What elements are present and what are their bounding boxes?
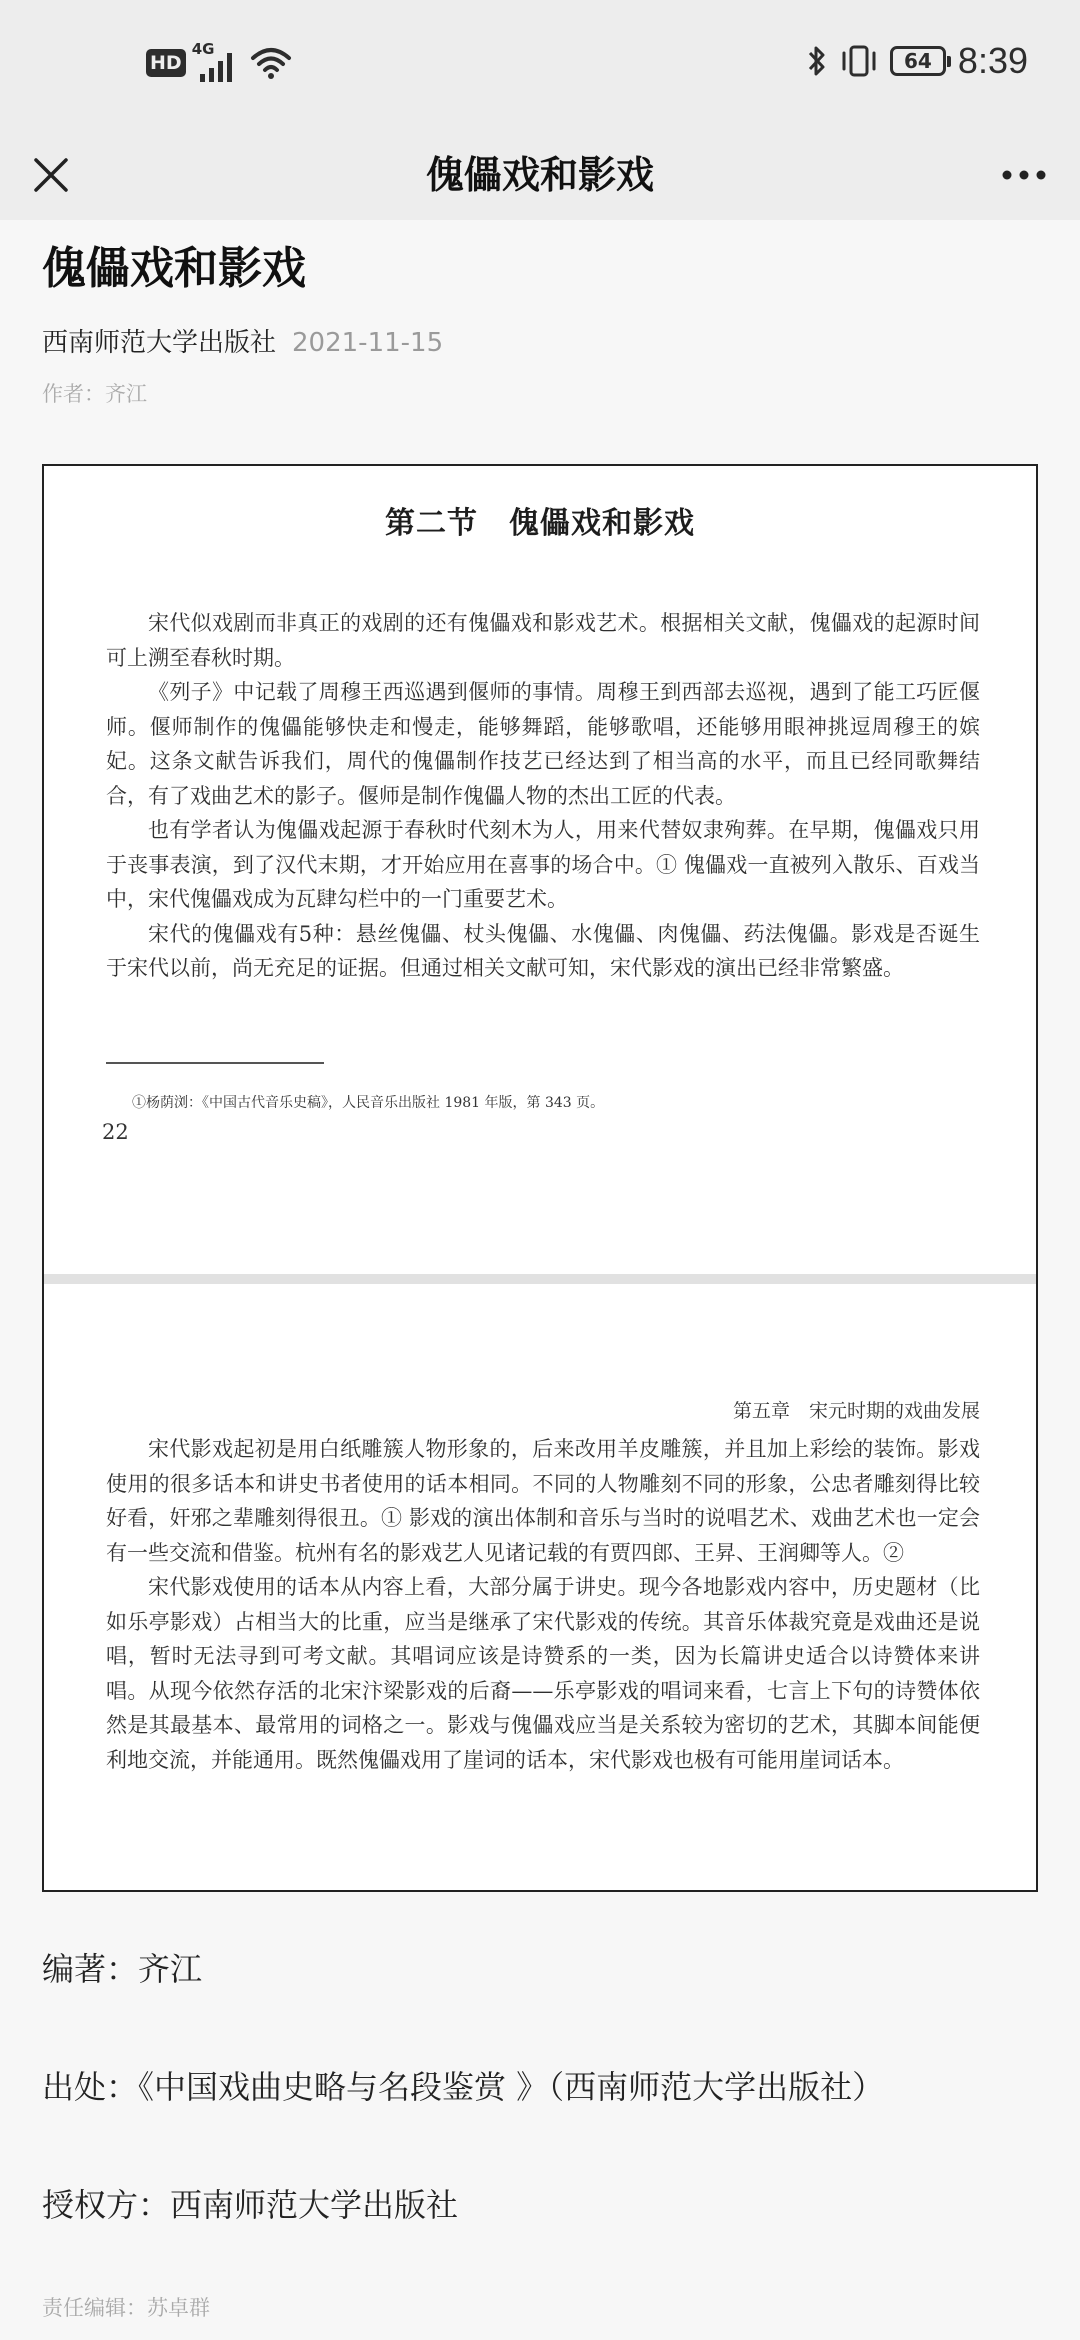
footnote-rule [106,1062,324,1064]
document-image[interactable] [42,464,1038,1892]
compiler-line: 编著：齐江 [42,1950,203,1988]
network-type-label: 4G [191,40,215,58]
close-icon [33,157,69,193]
chapter-running-head: 第五章 宋元时期的戏曲发展 [732,1400,980,1422]
battery-icon [890,46,946,76]
paragraph: 也有学者认为傀儡戏起源于春秋时代刻木为人，用来代替奴隶殉葬。在早期，傀儡戏只用于丧事表演，到了汉代末期，才开始应用在喜事的场合中。① 傀儡戏一直被列入散乐、百戏当中，宋代傀儡戏成为瓦肆勾栏中的一门重要艺术。 [106,818,980,911]
footnote: ①杨荫浏：《中国古代音乐史稿》，人民音乐出版社 1981 年版，第 343 页。 [132,1095,605,1111]
nav-bar [0,130,1080,220]
paragraph: 宋代影戏起初是用白纸雕簇人物形象的，后来改用羊皮雕簇，并且加上彩绘的装饰。影戏使用的很多话本和讲史书者使用的话本相同。不同的人物雕刻不同的形象，公忠者雕刻得比较好看，奸邪之辈雕刻得很丑。① 影戏的演出体制和音乐与当时的说唱艺术、戏曲艺术也一定会有一些交流和借鉴。杭州有名的影戏艺人见诸记载的有贾四郎、王昇、王润卿等人。② [106,1437,980,1565]
more-icon [1001,169,1047,181]
editor-line: 责任编辑：苏卓群 [42,2296,210,2320]
page-number: 22 [102,1120,129,1144]
bluetooth-icon [806,43,828,79]
signal-bars-icon [198,52,236,82]
battery-level: 64 [904,49,932,73]
article-title: 傀儡戏和影戏 [42,243,306,294]
nav-title: 傀儡戏和影戏 [425,153,654,197]
paragraph: 宋代的傀儡戏有5种：悬丝傀儡、杖头傀儡、水傀儡、肉傀儡、药法傀儡。影戏是否诞生于宋代以前，尚无充足的证据。但通过相关文献可知，宋代影戏的演出已经非常繁盛。 [106,921,980,980]
paragraph: 《列子》中记载了周穆王西巡遇到偃师的事情。周穆王到西部去巡视，遇到了能工巧匠偃师。偃师制作的傀儡能够快走和慢走，能够舞蹈，能够歌唱，还能够用眼神挑逗周穆王的嫔妃。这条文献告诉我们，周代的傀儡制作技艺已经达到了相当高的水平，而且已经同歌舞结合，有了戏曲艺术的影子。偃师是制作傀儡人物的杰出工匠的代表。 [106,680,980,808]
wifi-icon [250,46,292,80]
author-line: 作者：齐江 [42,382,147,406]
section-heading: 第二节 傀儡戏和影戏 [385,506,695,541]
publisher-link[interactable]: 西南师范大学出版社 [42,328,277,358]
vibrate-icon [838,43,880,79]
page-2-body [106,1432,980,1777]
more-button[interactable] [994,148,1054,202]
clock: 8:39 [957,40,1028,81]
paragraph: 宋代影戏使用的话本从内容上看，大部分属于讲史。现今各地影戏内容中，历史题材（比如乐亭影戏）占相当大的比重，应当是继承了宋代影戏的传统。其音乐体裁究竟是戏曲还是说唱，暂时无法寻到可考文献。其唱词应该是诗赞系的一类，因为长篇讲史适合以诗赞体来讲唱。从现今依然存活的北宋汴梁影戏的后裔——乐亭影戏的唱词来看，七言上下句的诗赞体依然是其最基本、最常用的词格之一。影戏与傀儡戏应当是关系较为密切的艺术，其脚本间能便利地交流，并能通用。既然傀儡戏用了崖词的话本，宋代影戏也极有可能用崖词话本。 [106,1575,980,1772]
cellular-indicator [191,40,240,82]
status-bar [0,0,1080,130]
status-left [146,40,292,82]
page-divider [44,1274,1036,1284]
article-meta [42,322,443,359]
rights-holder-line: 授权方：西南师范大学出版社 [42,2186,459,2224]
document-page-1 [44,466,1036,1274]
page-1-body [106,606,980,986]
document-page-2 [44,1284,1036,1890]
status-right [806,40,1028,82]
source-line: 出处：《中国戏曲史略与名段鉴赏 》（西南师范大学出版社） [42,2068,885,2106]
close-button[interactable] [24,148,78,202]
publish-date: 2021-11-15 [292,328,444,358]
paragraph: 宋代似戏剧而非真正的戏剧的还有傀儡戏和影戏艺术。根据相关文献，傀儡戏的起源时间可上溯至春秋时期。 [106,611,980,670]
hd-badge: HD [146,49,186,77]
